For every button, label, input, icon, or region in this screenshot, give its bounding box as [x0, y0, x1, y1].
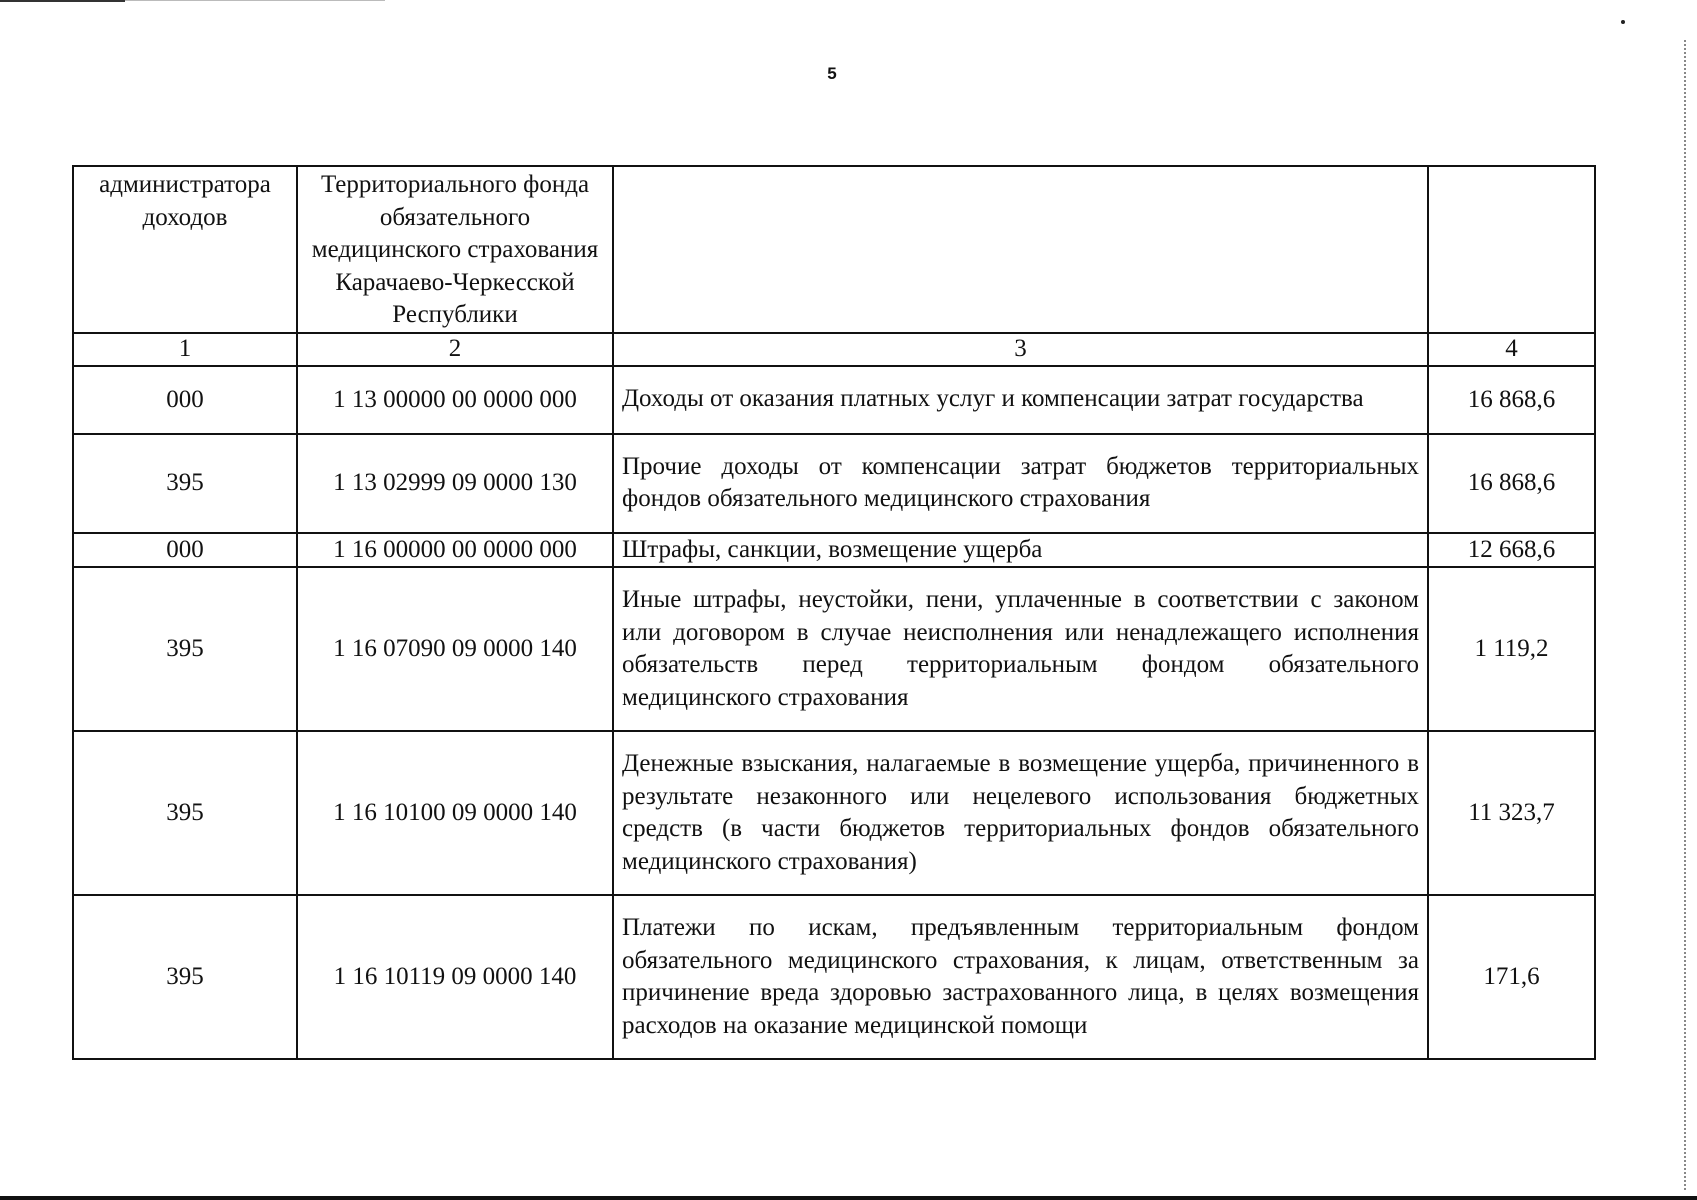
page-number: 5	[827, 64, 837, 83]
table-row	[73, 895, 1595, 1059]
income-name: Иные штрафы, неустойки, пени, уплаченные в соответствии с законом или договором в случае неисполнения или ненадлежащего исполнения обязательств перед территориальным фондом обязательного медицинского страхования	[613, 567, 1428, 731]
column-number: 1	[73, 333, 297, 366]
budget-code: 1 16 10119 09 0000 140	[297, 895, 613, 1059]
amount: 16 868,6	[1428, 434, 1595, 533]
admin-code: 395	[73, 567, 297, 731]
header-code: Территориального фонда обязательного медицинского страхования Карачаево-Черкесской Республики	[297, 166, 613, 333]
income-name: Денежные взыскания, налагаемые в возмещение ущерба, причиненного в результате незаконного или нецелевого использования бюджетных средств (в части бюджетов территориальных фондов обязательного медицинского страхования)	[613, 731, 1428, 895]
amount: 1 119,2	[1428, 567, 1595, 731]
table-row	[73, 567, 1595, 731]
admin-code: 395	[73, 895, 297, 1059]
budget-code: 1 16 07090 09 0000 140	[297, 567, 613, 731]
scan-edge-mark	[125, 0, 385, 1]
budget-code: 1 13 02999 09 0000 130	[297, 434, 613, 533]
budget-code: 1 16 00000 00 0000 000	[297, 533, 613, 568]
income-name: Платежи по искам, предъявленным территориальным фондом обязательного медицинского страхования, к лицам, ответственным за причинение вреда здоровью застрахованного лица, в целях возмещения расходов на оказание медицинской помощи	[613, 895, 1428, 1059]
header-admin: администратора доходов	[73, 166, 297, 333]
admin-code: 000	[73, 366, 297, 434]
amount: 11 323,7	[1428, 731, 1595, 895]
table-row	[73, 434, 1595, 533]
income-name: Доходы от оказания платных услуг и компенсации затрат государства	[613, 366, 1428, 434]
income-table	[72, 165, 1596, 1060]
header-amount	[1428, 166, 1595, 333]
amount: 12 668,6	[1428, 533, 1595, 568]
header-name	[613, 166, 1428, 333]
income-name: Штрафы, санкции, возмещение ущерба	[613, 533, 1428, 568]
column-number: 3	[613, 333, 1428, 366]
scan-edge-mark	[1684, 40, 1687, 1190]
admin-code: 395	[73, 731, 297, 895]
table-row	[73, 533, 1595, 568]
amount: 171,6	[1428, 895, 1595, 1059]
admin-code: 000	[73, 533, 297, 568]
table-row	[73, 366, 1595, 434]
budget-code: 1 16 10100 09 0000 140	[297, 731, 613, 895]
scan-edge-mark	[0, 0, 125, 2]
table-header-row	[73, 166, 1595, 333]
column-number: 4	[1428, 333, 1595, 366]
column-number: 2	[297, 333, 613, 366]
budget-code: 1 13 00000 00 0000 000	[297, 366, 613, 434]
column-number-row	[73, 333, 1595, 366]
income-name: Прочие доходы от компенсации затрат бюджетов территориальных фондов обязательного медицинского страхования	[613, 434, 1428, 533]
scan-edge-mark	[0, 1196, 1697, 1200]
table-row	[73, 731, 1595, 895]
admin-code: 395	[73, 434, 297, 533]
scan-speck	[1621, 20, 1625, 24]
amount: 16 868,6	[1428, 366, 1595, 434]
